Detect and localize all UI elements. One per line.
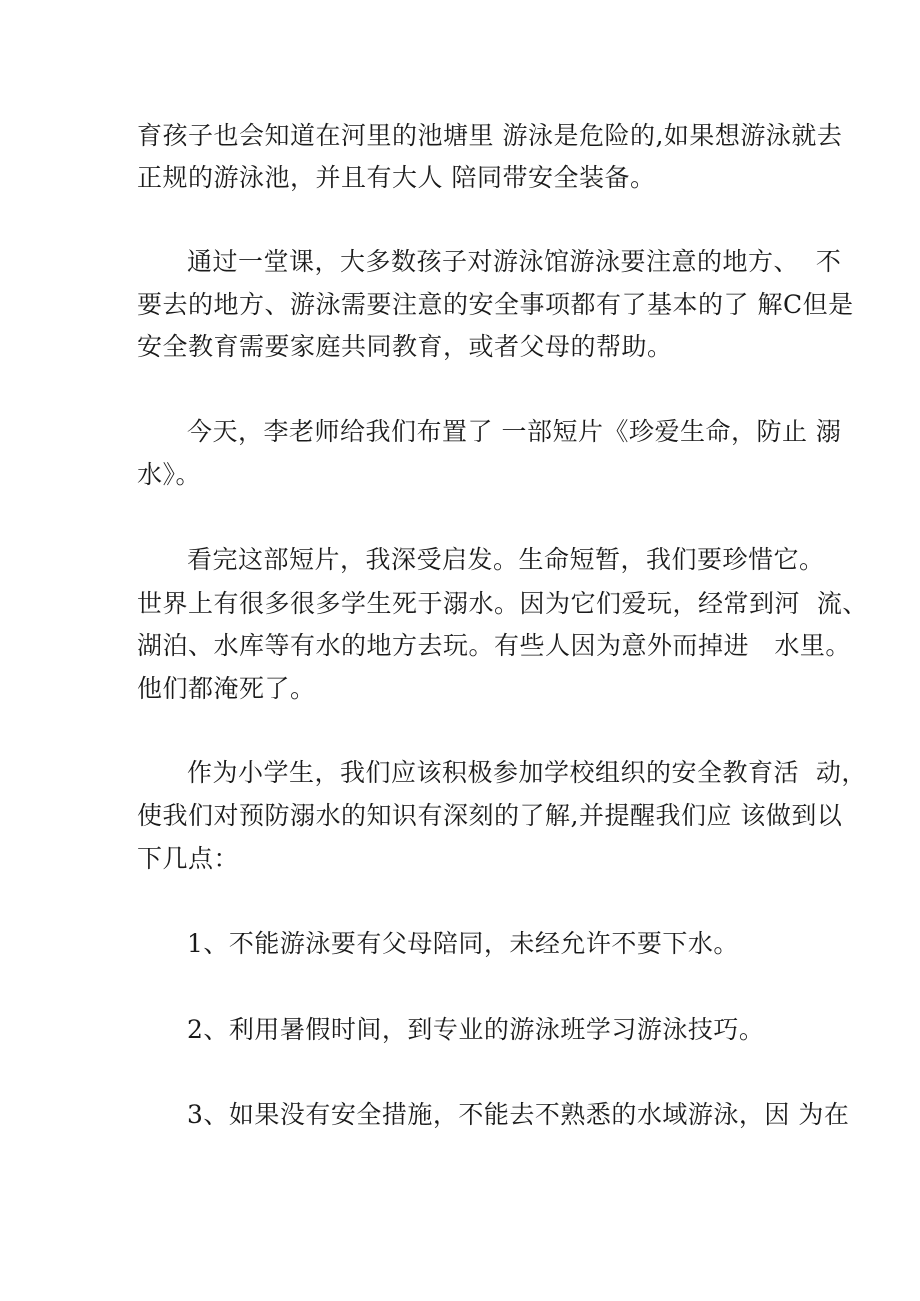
- text-line: 1、不能游泳要有父母陪同，未经允许不要下水。: [187, 929, 739, 958]
- text-line: 正规的游泳池，并且有大人 陪同带安全装备。: [137, 163, 656, 192]
- text-line: 世界上有很多很多学生死于溺水。因为它们爱玩，经常到河 流、: [137, 589, 868, 618]
- text-line: 今天，李老师给我们布置了 一部短片《珍爱生命，防止 溺: [187, 417, 842, 446]
- text-line: 通过一堂课，大多数孩子对游泳馆游泳要注意的地方、 不: [187, 247, 842, 276]
- text-line: 要去的地方、游泳需要注意的安全事项都有了基本的了 解C但是: [137, 290, 854, 319]
- text-line: 下几点：: [137, 844, 240, 873]
- text-line: 他们都淹死了。: [137, 674, 316, 703]
- text-line: 湖泊、水库等有水的地方去玩。有些人因为意外而掉进 水里。: [137, 631, 851, 660]
- text-line: 看完这部短片，我深受启发。生命短暂，我们要珍惜它。: [187, 545, 825, 574]
- text-line: 使我们对预防溺水的知识有深刻的了解,并提醒我们应 该做到以: [137, 801, 843, 830]
- text-line: 2、利用暑假时间，到专业的游泳班学习游泳技巧。: [187, 1015, 765, 1044]
- text-line: 水》。: [137, 460, 202, 489]
- text-line: 育孩子也会知道在河里的池塘里 游泳是危险的,如果想游泳就去: [137, 121, 843, 150]
- text-line: 作为小学生，我们应该积极参加学校组织的安全教育活 动，: [187, 758, 867, 787]
- text-line: 安全教育需要家庭共同教育，或者父母的帮助。: [137, 332, 673, 361]
- text-line: 3、如果没有安全措施，不能去不熟悉的水域游泳，因 为在: [187, 1100, 850, 1129]
